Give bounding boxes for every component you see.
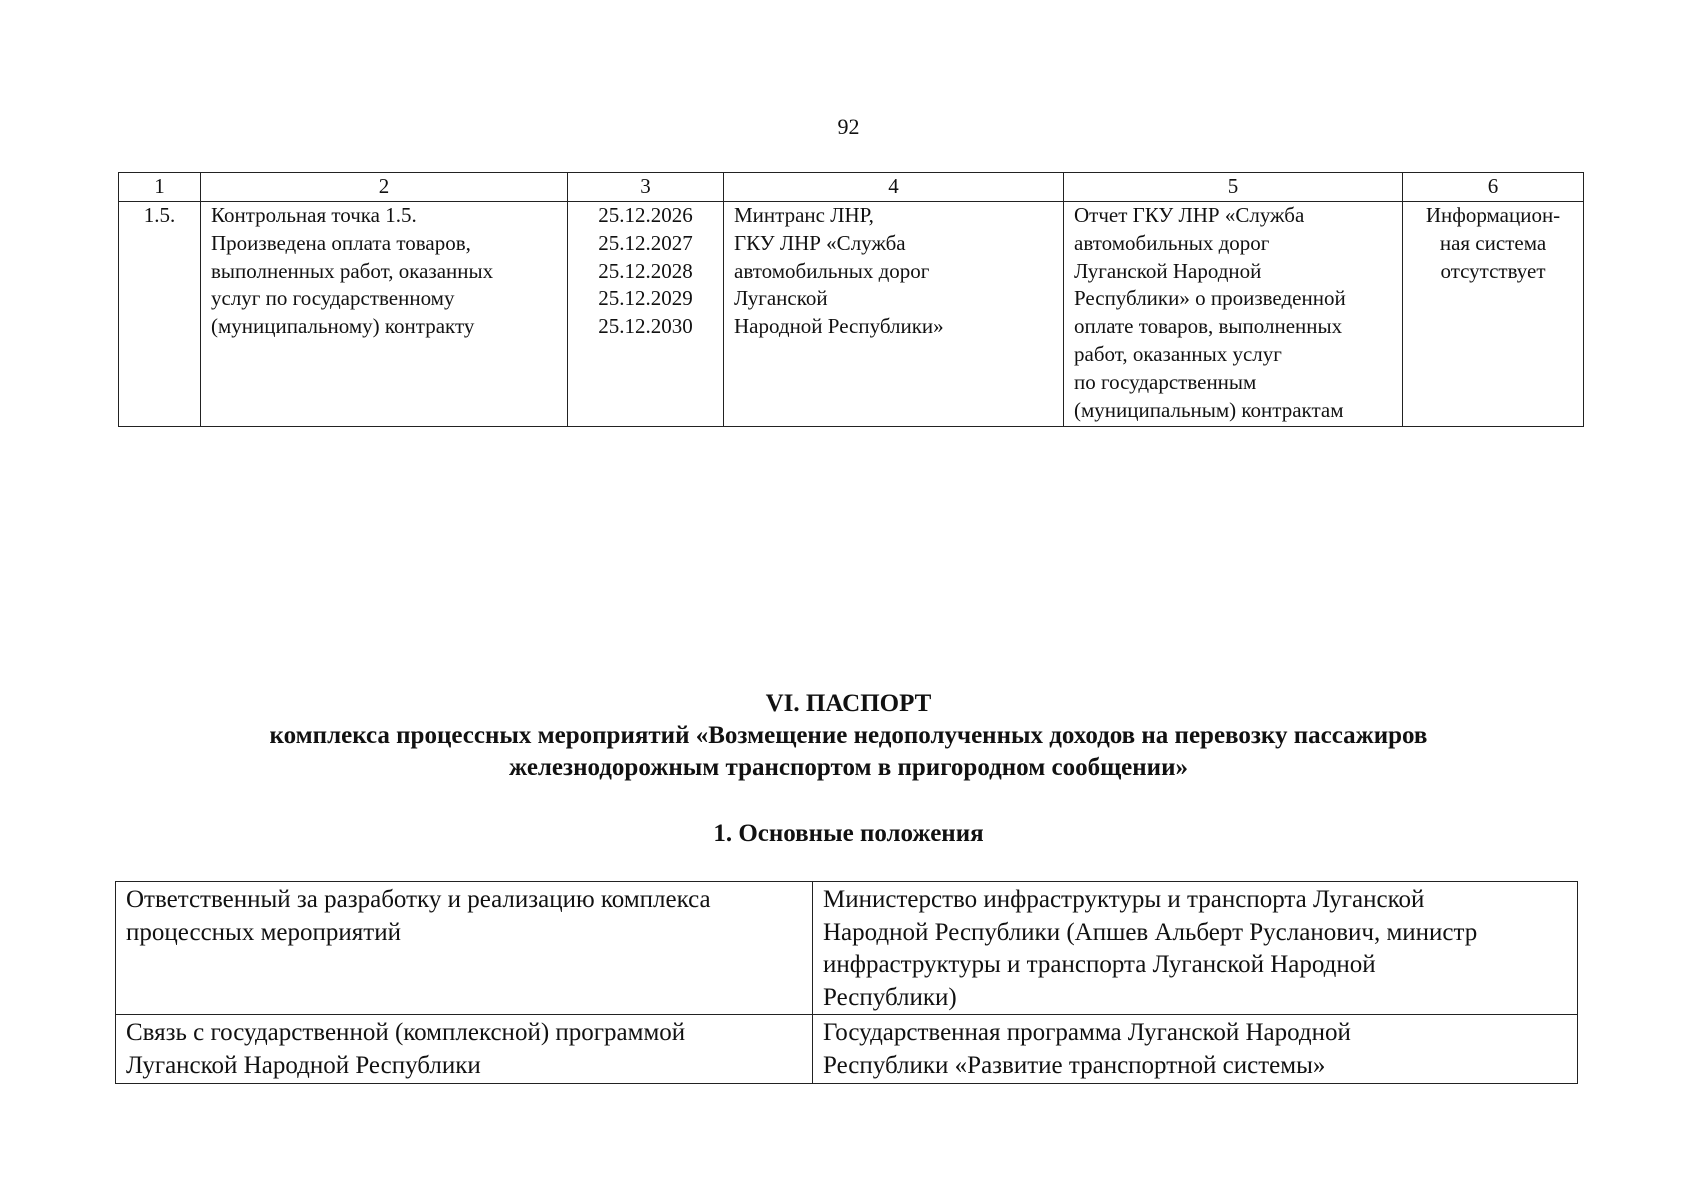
column-number-header: 6	[1403, 173, 1584, 202]
info-system-cell	[1403, 202, 1584, 427]
value-cell	[813, 882, 1578, 1015]
label-line: Луганской Народной Республики	[126, 1051, 481, 1079]
basic-provisions-heading: 1. Основные положения	[713, 820, 984, 847]
date-value: 25.12.2027	[598, 230, 693, 255]
date-value: 25.12.2029	[598, 286, 693, 311]
responsible-line: Луганской	[734, 286, 828, 311]
description-line: выполненных работ, оказанных	[211, 258, 494, 283]
table-header-row	[119, 173, 1584, 202]
value-line: Республики «Развитие транспортной системы»	[823, 1051, 1326, 1079]
date-value: 25.12.2028	[598, 258, 693, 283]
column-number-header: 5	[1064, 173, 1403, 202]
row-number: 1.5.	[143, 203, 176, 227]
document-cell	[1064, 202, 1403, 427]
responsible-cell	[724, 202, 1064, 427]
info-system-line: Информацион-	[1425, 203, 1561, 227]
info-system-line: ная система	[1439, 230, 1547, 255]
document-line: Республики» о произведенной	[1074, 286, 1346, 311]
document-line: по государственным	[1074, 369, 1257, 394]
info-system-line: отсутствует	[1440, 258, 1546, 283]
value-line: инфраструктуры и транспорта Луганской Народной	[823, 951, 1376, 978]
description-line: Произведена оплата товаров,	[211, 230, 471, 255]
label-cell	[116, 1015, 813, 1084]
value-line: Государственная программа Луганской Народной	[823, 1019, 1351, 1046]
date-value: 25.12.2030	[598, 314, 693, 339]
label-cell	[116, 882, 813, 1015]
value-line: Народной Республики (Апшев Альберт Русланович, министр	[823, 918, 1478, 946]
label-line: процессных мероприятий	[126, 918, 401, 946]
column-number-header: 4	[724, 173, 1064, 202]
label-line: Ответственный за разработку и реализацию комплекса	[126, 886, 711, 913]
value-line: Министерство инфраструктуры и транспорта Луганской	[823, 886, 1425, 913]
document-line: автомобильных дорог	[1074, 230, 1270, 255]
column-number-header: 1	[119, 173, 201, 202]
table-row	[119, 202, 1584, 427]
section-title: VI. ПАСПОРТ	[765, 690, 932, 717]
control-points-table	[118, 172, 1584, 427]
column-number-header: 3	[568, 173, 724, 202]
date-value: 25.12.2026	[598, 203, 693, 227]
document-line: Луганской Народной	[1074, 258, 1262, 283]
dates-cell	[568, 202, 724, 427]
value-cell	[813, 1015, 1578, 1084]
responsible-line: Минтранс ЛНР,	[734, 203, 874, 227]
column-number-header: 2	[201, 173, 568, 202]
row-number-cell	[119, 202, 201, 427]
table-row	[116, 1015, 1578, 1084]
responsible-line: автомобильных дорог	[734, 258, 930, 283]
section-subtitle: комплекса процессных мероприятий «Возмещение недополученных доходов на перевозку пассажиров	[269, 722, 1428, 749]
description-cell	[201, 202, 568, 427]
description-line: (муниципальному) контракту	[211, 314, 475, 339]
basic-provisions-table	[115, 881, 1578, 1084]
responsible-line: Народной Республики»	[734, 314, 944, 339]
value-line: Республики)	[823, 983, 957, 1011]
table-row	[116, 882, 1578, 1015]
description-line: Контрольная точка 1.5.	[211, 203, 417, 227]
section-subtitle: железнодорожным транспортом в пригородном сообщении»	[509, 754, 1188, 781]
description-line: услуг по государственному	[211, 286, 455, 311]
document-line: оплате товаров, выполненных	[1074, 314, 1343, 339]
document-line: Отчет ГКУ ЛНР «Служба	[1074, 203, 1305, 227]
responsible-line: ГКУ ЛНР «Служба	[734, 230, 906, 255]
label-line: Связь с государственной (комплексной) программой	[126, 1019, 686, 1046]
document-line: (муниципальным) контрактам	[1074, 397, 1344, 422]
page-number: 92	[837, 114, 860, 139]
document-line: работ, оказанных услуг	[1074, 341, 1282, 366]
